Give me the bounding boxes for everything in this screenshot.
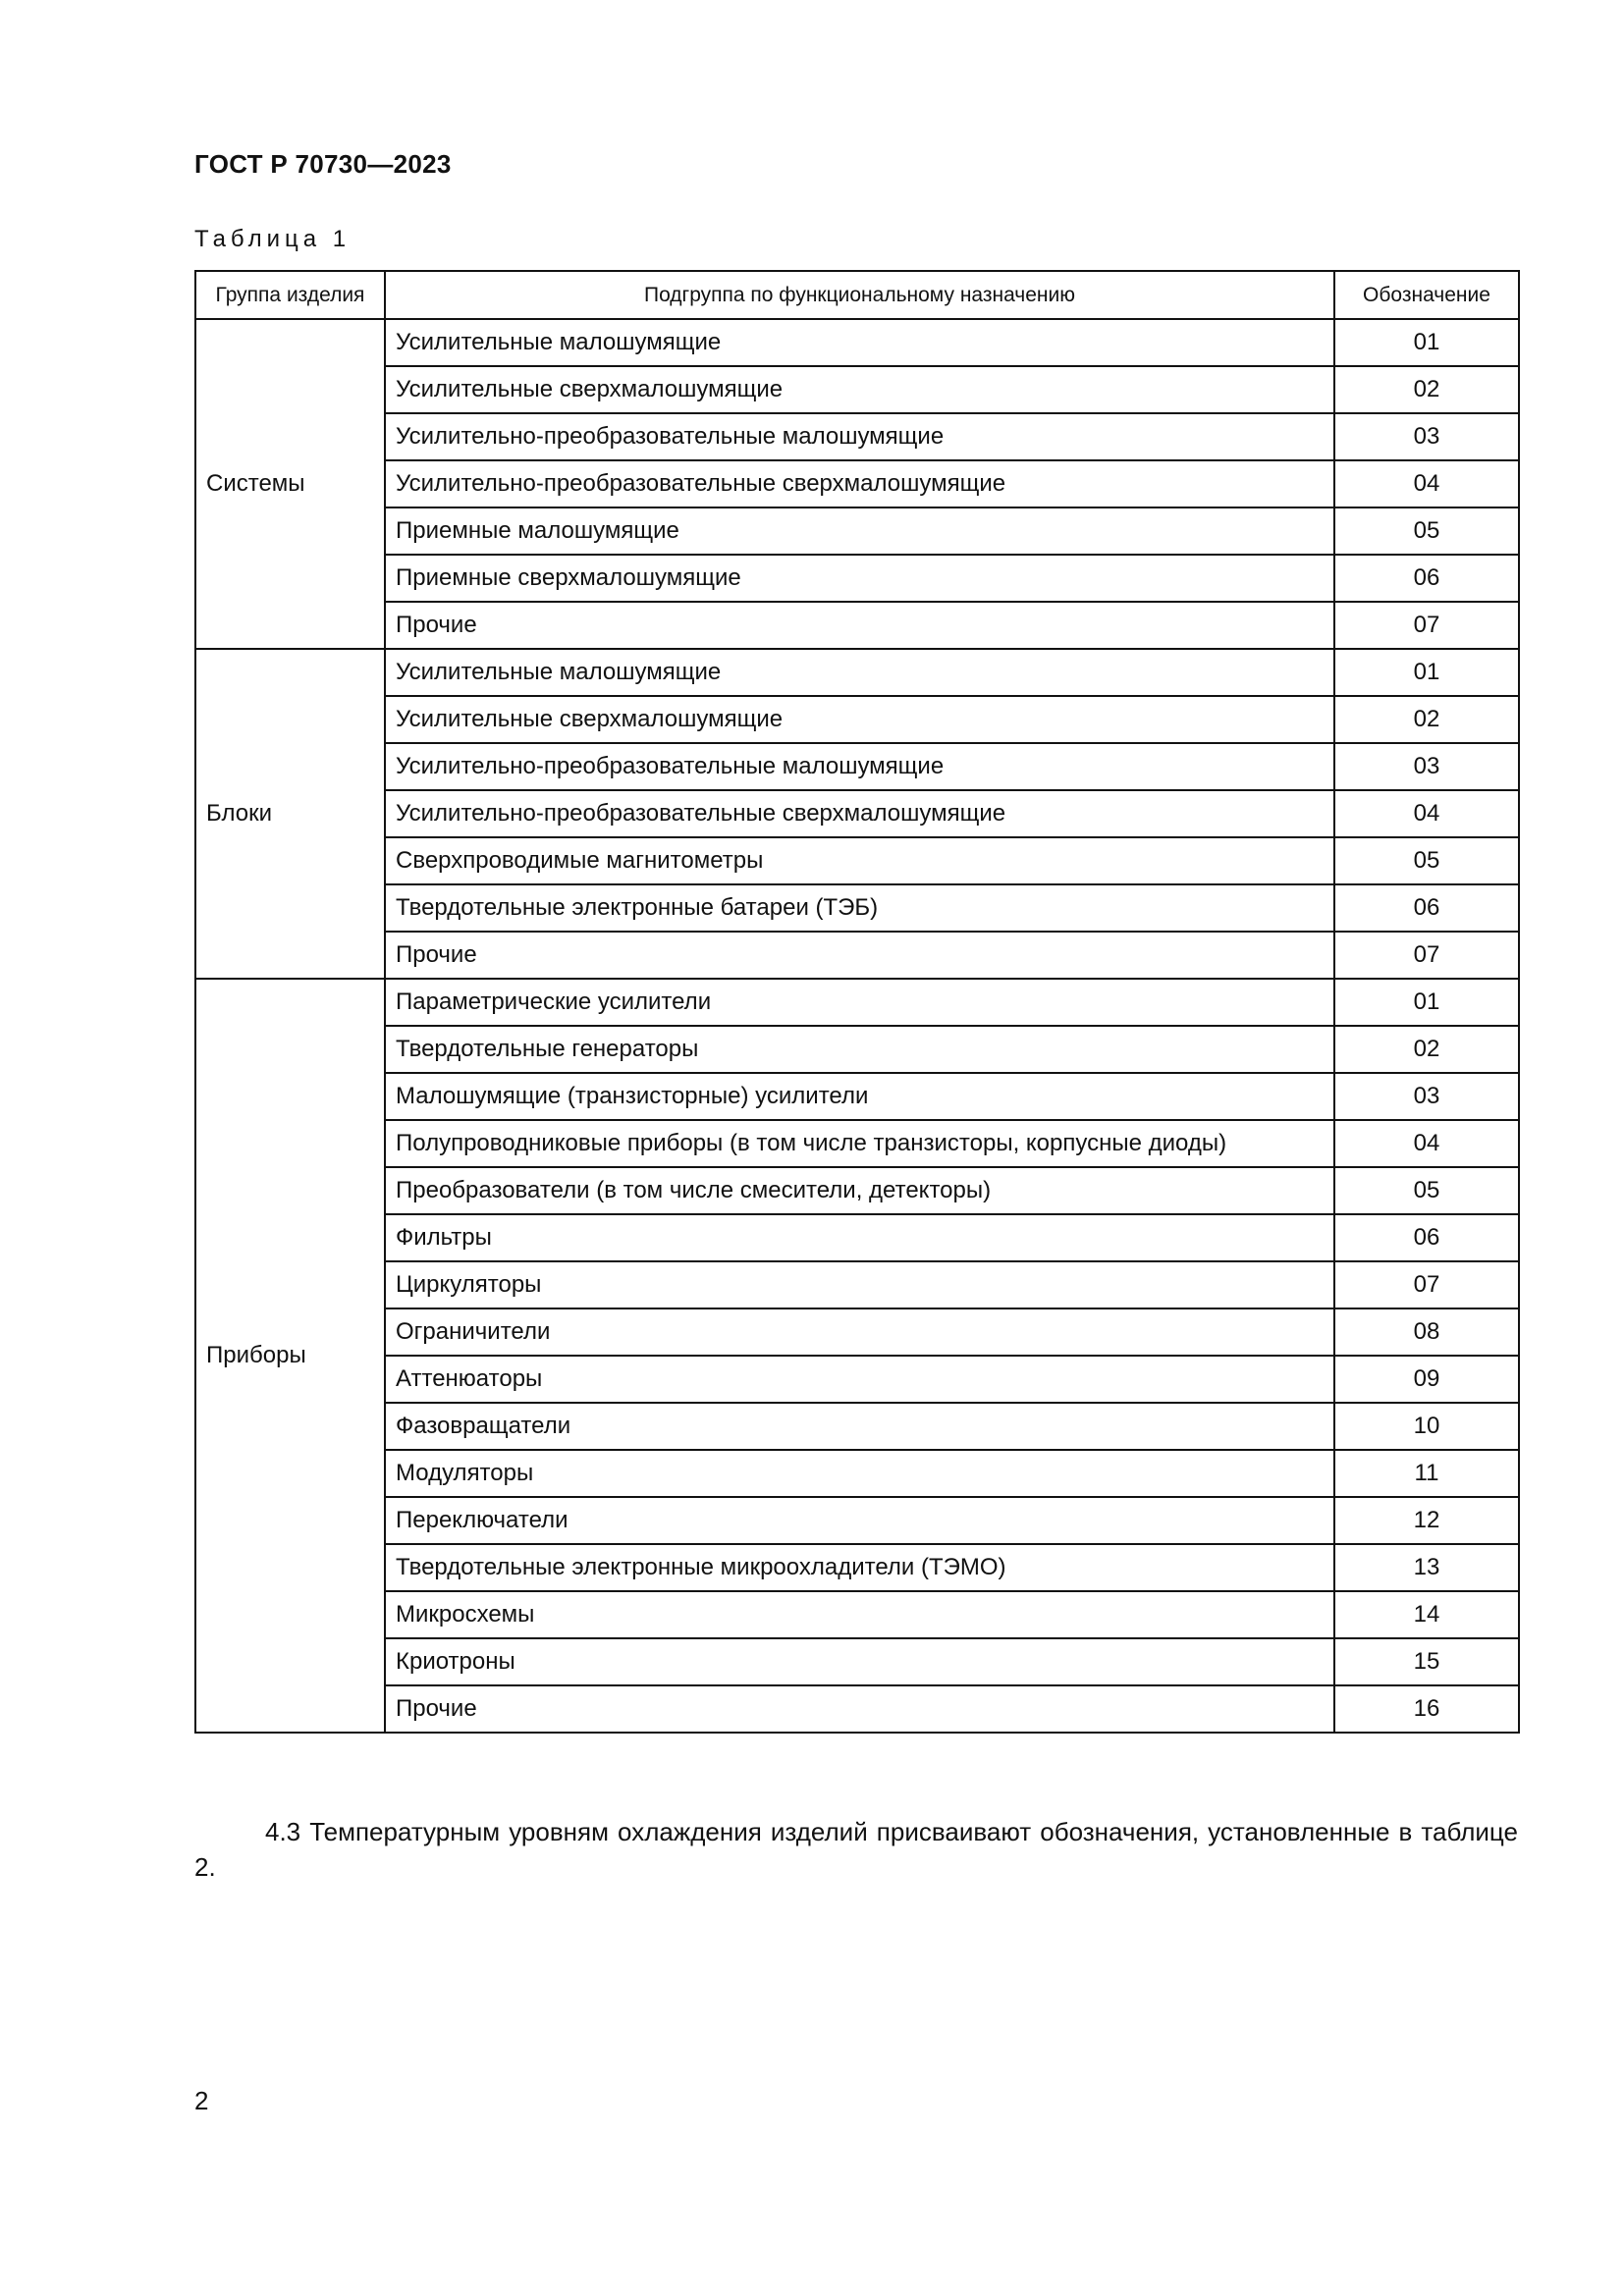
subgroup-cell: Фильтры xyxy=(385,1214,1334,1261)
code-cell: 04 xyxy=(1334,1120,1519,1167)
code-cell: 01 xyxy=(1334,979,1519,1026)
table-row xyxy=(195,1120,1519,1167)
table-row xyxy=(195,649,1519,696)
code-cell: 10 xyxy=(1334,1403,1519,1450)
table-row xyxy=(195,319,1519,366)
table-row xyxy=(195,1403,1519,1450)
subgroup-cell: Усилительные малошумящие xyxy=(385,649,1334,696)
table-row xyxy=(195,1591,1519,1638)
code-cell: 11 xyxy=(1334,1450,1519,1497)
column-header-group: Группа изделия xyxy=(195,271,385,319)
page-number: 2 xyxy=(194,2086,209,2115)
code-cell: 09 xyxy=(1334,1356,1519,1403)
table-row xyxy=(195,507,1519,555)
section-paragraph: 4.3 Температурным уровням охлаждения изделий присваивают обозначения, установленные в таблице 2. xyxy=(194,1817,1518,1882)
code-cell: 05 xyxy=(1334,1167,1519,1214)
code-cell: 13 xyxy=(1334,1544,1519,1591)
code-cell: 07 xyxy=(1334,1261,1519,1308)
subgroup-cell: Прочие xyxy=(385,602,1334,649)
subgroup-cell: Сверхпроводимые магнитометры xyxy=(385,837,1334,884)
code-cell: 02 xyxy=(1334,1026,1519,1073)
table-row xyxy=(195,1450,1519,1497)
table-row xyxy=(195,884,1519,932)
code-cell: 05 xyxy=(1334,507,1519,555)
code-cell: 15 xyxy=(1334,1638,1519,1685)
subgroup-cell: Криотроны xyxy=(385,1638,1334,1685)
table-row xyxy=(195,979,1519,1026)
subgroup-cell: Параметрические усилители xyxy=(385,979,1334,1026)
subgroup-cell: Усилительно-преобразовательные сверхмалошумящие xyxy=(385,460,1334,507)
table-row xyxy=(195,1073,1519,1120)
code-cell: 03 xyxy=(1334,413,1519,460)
table-row xyxy=(195,413,1519,460)
table-header-row xyxy=(195,271,1519,319)
group-cell: Блоки xyxy=(195,649,385,979)
code-cell: 06 xyxy=(1334,1214,1519,1261)
code-cell: 02 xyxy=(1334,696,1519,743)
subgroup-cell: Твердотельные электронные микроохладители (ТЭМО) xyxy=(385,1544,1334,1591)
subgroup-cell: Модуляторы xyxy=(385,1450,1334,1497)
code-cell: 05 xyxy=(1334,837,1519,884)
subgroup-cell: Усилительные малошумящие xyxy=(385,319,1334,366)
code-cell: 01 xyxy=(1334,319,1519,366)
code-cell: 08 xyxy=(1334,1308,1519,1356)
code-cell: 02 xyxy=(1334,366,1519,413)
table-row xyxy=(195,602,1519,649)
table-row xyxy=(195,837,1519,884)
table-caption: Таблица 1 xyxy=(194,226,352,252)
code-cell: 01 xyxy=(1334,649,1519,696)
subgroup-cell: Преобразователи (в том числе смесители, детекторы) xyxy=(385,1167,1334,1214)
subgroup-cell: Фазовращатели xyxy=(385,1403,1334,1450)
column-header-subgroup: Подгруппа по функциональному назначению xyxy=(385,271,1334,319)
subgroup-cell: Прочие xyxy=(385,1685,1334,1733)
product-classification-table xyxy=(194,270,1520,1734)
table-row xyxy=(195,1167,1519,1214)
table-row xyxy=(195,1356,1519,1403)
table-row xyxy=(195,1638,1519,1685)
subgroup-cell: Прочие xyxy=(385,932,1334,979)
subgroup-cell: Усилительно-преобразовательные малошумящие xyxy=(385,413,1334,460)
subgroup-cell: Усилительные сверхмалошумящие xyxy=(385,366,1334,413)
table-row xyxy=(195,932,1519,979)
subgroup-cell: Циркуляторы xyxy=(385,1261,1334,1308)
table-row xyxy=(195,1308,1519,1356)
column-header-code: Обозначение xyxy=(1334,271,1519,319)
document-header: ГОСТ Р 70730—2023 xyxy=(194,149,452,179)
table-row xyxy=(195,1214,1519,1261)
subgroup-cell: Усилительно-преобразовательные малошумящие xyxy=(385,743,1334,790)
table-row xyxy=(195,743,1519,790)
subgroup-cell: Усилительные сверхмалошумящие xyxy=(385,696,1334,743)
code-cell: 14 xyxy=(1334,1591,1519,1638)
table-row xyxy=(195,1026,1519,1073)
code-cell: 04 xyxy=(1334,460,1519,507)
table-row xyxy=(195,366,1519,413)
table-body xyxy=(195,319,1519,1733)
code-cell: 12 xyxy=(1334,1497,1519,1544)
subgroup-cell: Твердотельные генераторы xyxy=(385,1026,1334,1073)
subgroup-cell: Малошумящие (транзисторные) усилители xyxy=(385,1073,1334,1120)
subgroup-cell: Твердотельные электронные батареи (ТЭБ) xyxy=(385,884,1334,932)
subgroup-cell: Приемные сверхмалошумящие xyxy=(385,555,1334,602)
subgroup-cell: Микросхемы xyxy=(385,1591,1334,1638)
subgroup-cell: Приемные малошумящие xyxy=(385,507,1334,555)
subgroup-cell: Усилительно-преобразовательные сверхмалошумящие xyxy=(385,790,1334,837)
table-row xyxy=(195,460,1519,507)
code-cell: 03 xyxy=(1334,1073,1519,1120)
code-cell: 04 xyxy=(1334,790,1519,837)
subgroup-cell: Аттенюаторы xyxy=(385,1356,1334,1403)
code-cell: 07 xyxy=(1334,932,1519,979)
table-row xyxy=(195,1497,1519,1544)
subgroup-cell: Ограничители xyxy=(385,1308,1334,1356)
code-cell: 07 xyxy=(1334,602,1519,649)
group-cell: Системы xyxy=(195,319,385,649)
table-row xyxy=(195,790,1519,837)
subgroup-cell: Переключатели xyxy=(385,1497,1334,1544)
table-row xyxy=(195,696,1519,743)
table-row xyxy=(195,555,1519,602)
subgroup-cell: Полупроводниковые приборы (в том числе транзисторы, корпусные диоды) xyxy=(385,1120,1334,1167)
table-row xyxy=(195,1261,1519,1308)
table-row xyxy=(195,1685,1519,1733)
code-cell: 06 xyxy=(1334,555,1519,602)
code-cell: 16 xyxy=(1334,1685,1519,1733)
group-cell: Приборы xyxy=(195,979,385,1733)
table-row xyxy=(195,1544,1519,1591)
code-cell: 06 xyxy=(1334,884,1519,932)
code-cell: 03 xyxy=(1334,743,1519,790)
